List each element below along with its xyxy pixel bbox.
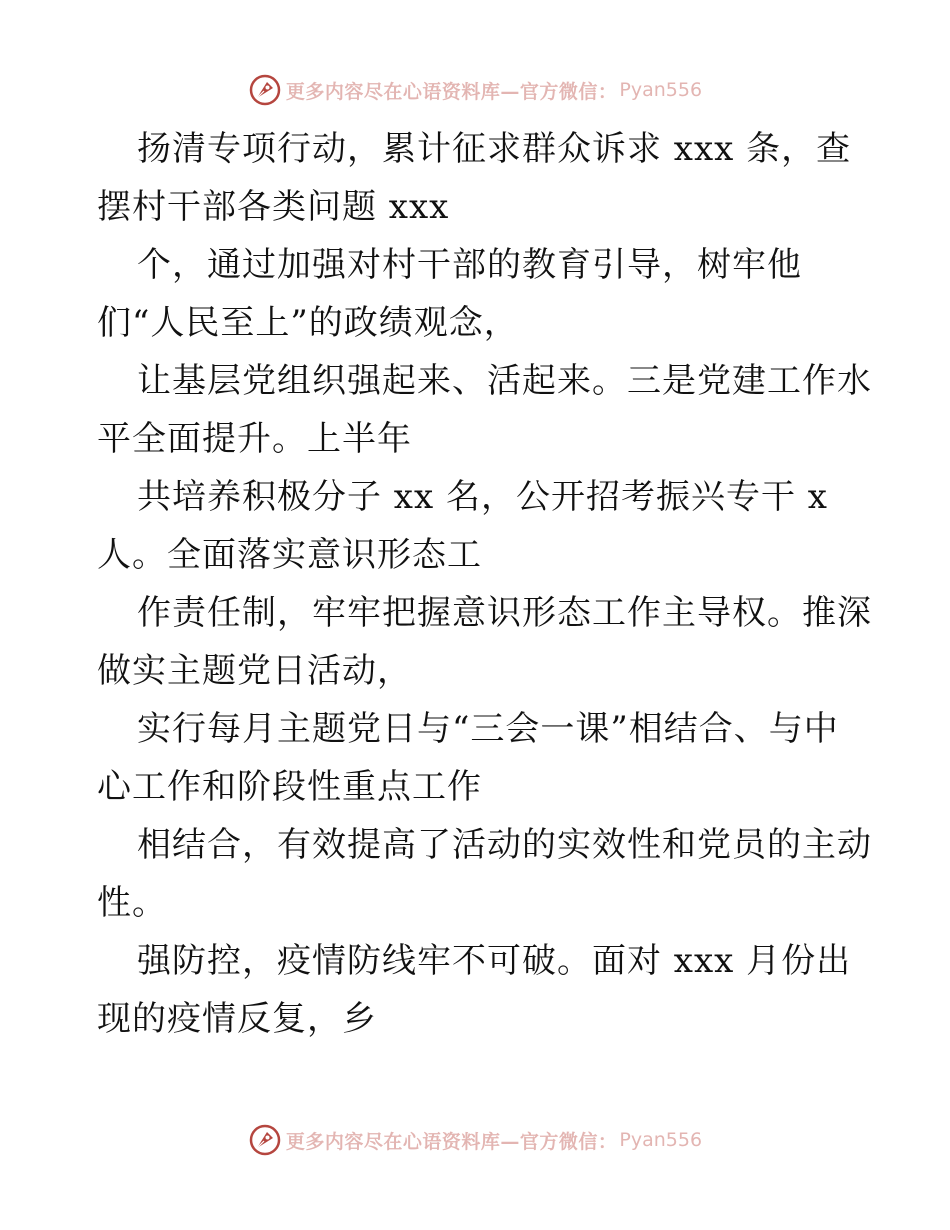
text-line: 强防控，疫情防线牢不可破。面对 xxx 月份出 <box>137 941 852 981</box>
text-line: 共培养积极分子 xx 名，公开招考振兴专干 x <box>137 477 828 517</box>
wechat-id: Pyan556 <box>619 79 703 101</box>
footer-watermark-banner <box>0 1120 950 1160</box>
wechat-id: Pyan556 <box>619 1129 703 1151</box>
text-line: 让基层党组织强起来、活起来。三是党建工作水 <box>137 361 872 401</box>
text-line: 摆村干部各类问题 xxx <box>97 187 450 227</box>
pen-nib-logo-icon <box>248 1123 282 1157</box>
text-line: 相结合，有效提高了活动的实效性和党员的主动 <box>137 825 872 865</box>
text-line: 们“人民至上”的政绩观念， <box>97 303 519 343</box>
header-watermark-banner <box>0 70 950 110</box>
text-line: 实行每月主题党日与“三会一课”相结合、与中 <box>137 709 839 749</box>
pen-nib-logo-icon <box>248 73 282 107</box>
text-line: 人。全面落实意识形态工 <box>97 535 482 575</box>
text-line: 性。 <box>97 883 167 923</box>
text-line: 平全面提升。上半年 <box>97 419 412 459</box>
text-line: 个，通过加强对村干部的教育引导，树牢他 <box>137 245 802 285</box>
text-line: 做实主题党日活动， <box>97 651 412 691</box>
text-line: 扬清专项行动，累计征求群众诉求 xxx 条，查 <box>137 129 852 169</box>
text-line: 作责任制，牢牢把握意识形态工作主导权。推深 <box>137 593 872 633</box>
watermark-text: 更多内容尽在心语资料库—官方微信： <box>285 80 618 103</box>
text-line: 现的疫情反复，乡 <box>97 999 377 1039</box>
document-body <box>97 120 872 1048</box>
watermark-text: 更多内容尽在心语资料库—官方微信： <box>285 1130 618 1153</box>
text-line: 心工作和阶段性重点工作 <box>97 767 482 807</box>
